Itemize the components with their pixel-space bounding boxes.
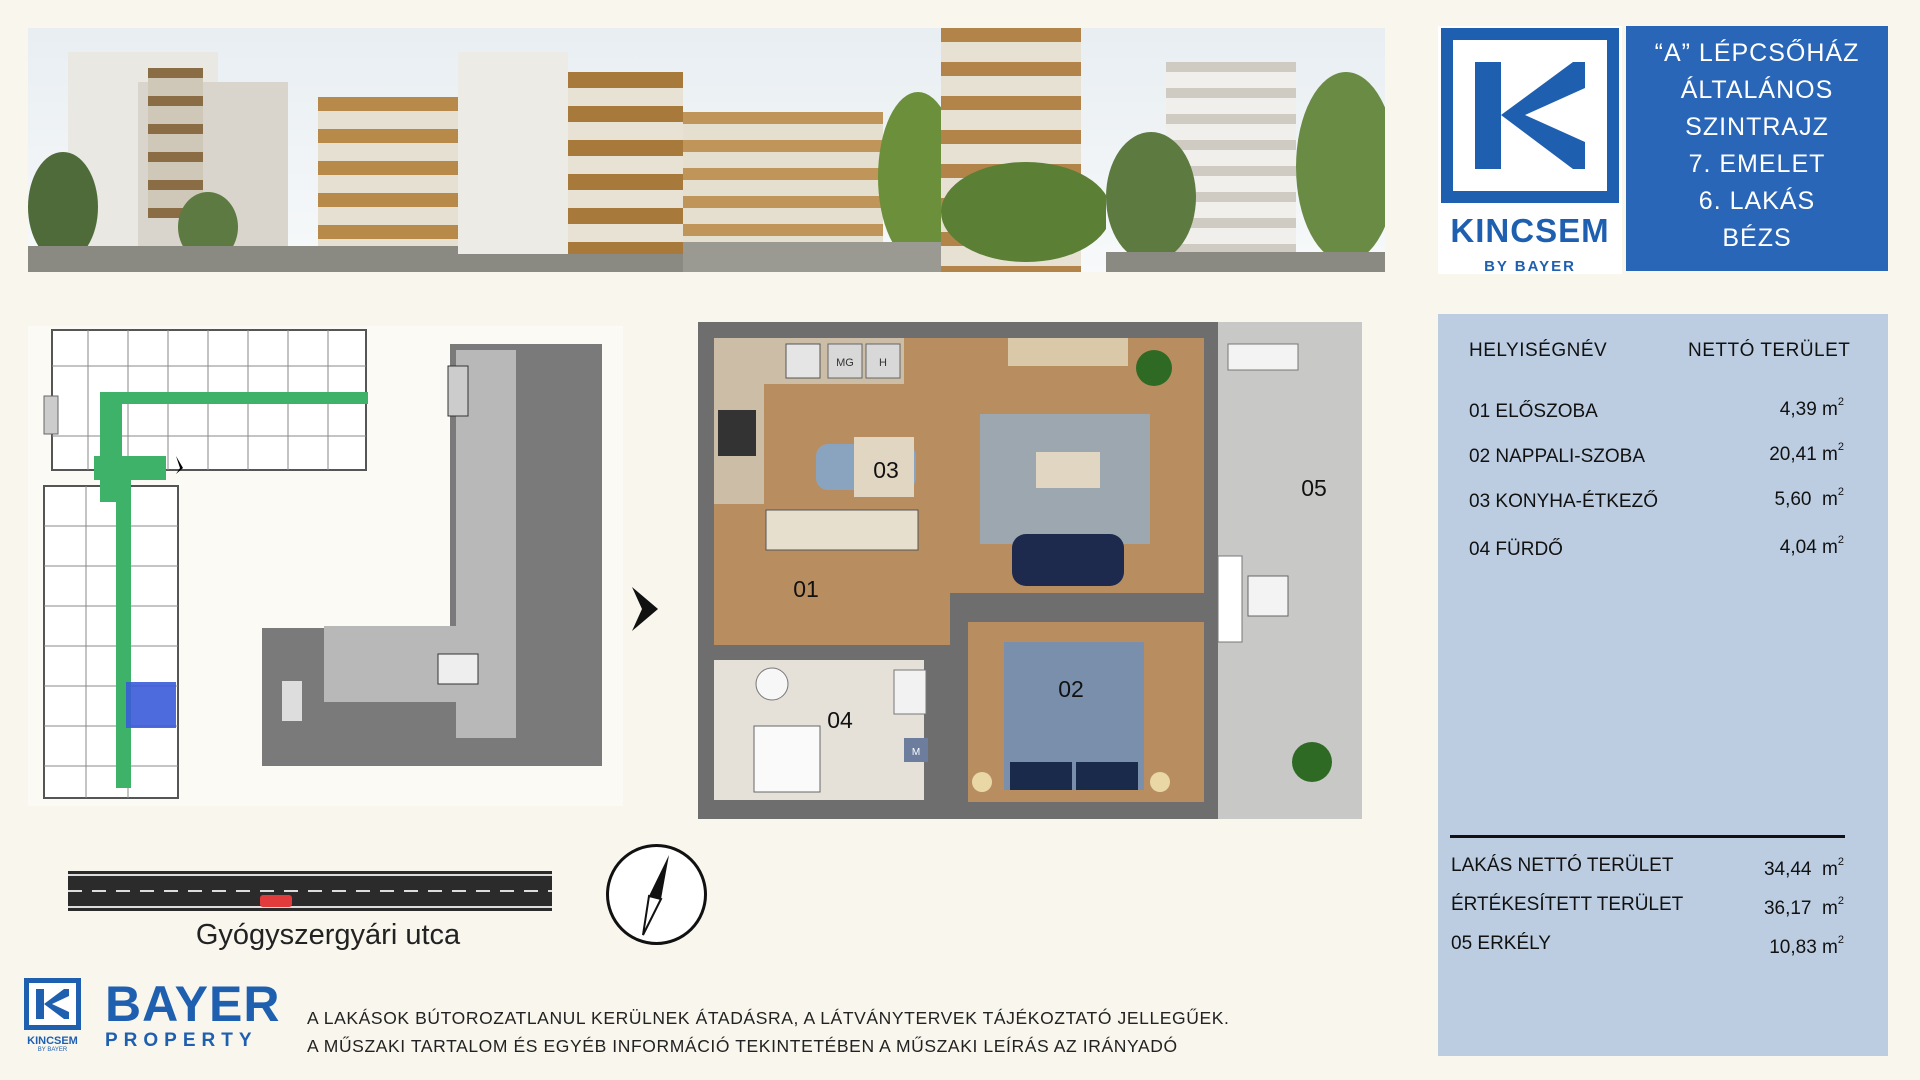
bayer-property-logo bbox=[105, 976, 281, 1052]
rendering-image-5 bbox=[941, 28, 1106, 272]
total-name: 05 ERKÉLY bbox=[1451, 933, 1551, 954]
disclaimer-text bbox=[307, 1004, 1230, 1060]
street-name: Gyógyszergyári utca bbox=[195, 919, 461, 951]
fixture-label-m: M bbox=[911, 747, 921, 758]
room-area: 4,04 $m^2$ bbox=[1779, 534, 1844, 558]
bayer-wordmark: BAYER bbox=[105, 976, 281, 1032]
room-label-04: 04 bbox=[827, 707, 853, 733]
rendering-image-1 bbox=[28, 28, 318, 272]
room-name: 04 FÜRDŐ bbox=[1469, 539, 1563, 560]
apartment-header bbox=[1626, 26, 1888, 271]
disclaimer-line-1: A LAKÁSOK BÚTOROZATLANUL KERÜLNEK ÁTADÁSRA, A LÁTVÁNYTERVEK TÁJÉKOZTATÓ JELLEGŰEK. bbox=[307, 1008, 1230, 1028]
north-compass-icon bbox=[605, 843, 708, 946]
street-graphic bbox=[68, 871, 552, 911]
table-divider bbox=[1450, 835, 1845, 838]
total-name: LAKÁS NETTÓ TERÜLET bbox=[1451, 855, 1674, 876]
disclaimer-line-2: A MŰSZAKI TARTALOM ÉS EGYÉB INFORMÁCIÓ TEKINTETÉBEN A MŰSZAKI LEÍRÁS AZ IRÁNYADÓ bbox=[307, 1036, 1178, 1056]
kincsem-k-icon bbox=[1441, 28, 1619, 203]
total-area: 36,17 $m^2$ bbox=[1763, 895, 1844, 919]
kincsem-small-logo bbox=[24, 978, 81, 1053]
room-area: 20,41 $m^2$ bbox=[1769, 441, 1844, 465]
apartment-floor-plan bbox=[698, 322, 1362, 819]
pointer-arrow-icon bbox=[628, 585, 662, 633]
room-name: 01 ELŐSZOBA bbox=[1469, 401, 1598, 422]
rendering-image-3 bbox=[458, 28, 683, 272]
total-area: 34,44 $m^2$ bbox=[1763, 856, 1844, 880]
room-label-01: 01 bbox=[793, 576, 819, 602]
kincsem-wordmark: KINCSEM bbox=[1450, 212, 1610, 249]
rendering-image-4 bbox=[683, 28, 941, 272]
room-area: 4,39 $m^2$ bbox=[1779, 396, 1844, 420]
room-area: 5,60 $m^2$ bbox=[1774, 486, 1844, 510]
building-renderings-strip bbox=[28, 28, 1385, 272]
header-line: SZINTRAJZ bbox=[1685, 113, 1829, 141]
fixture-label-mg: MG bbox=[836, 357, 854, 369]
rendering-image-6 bbox=[1106, 28, 1385, 272]
header-line: BÉZS bbox=[1722, 224, 1792, 252]
header-line: 6. LAKÁS bbox=[1698, 187, 1816, 215]
rendering-image-2 bbox=[318, 28, 458, 272]
header-line: “A” LÉPCSŐHÁZ bbox=[1654, 39, 1860, 67]
small-logo-by: BY BAYER bbox=[37, 1047, 68, 1053]
room-name: 02 NAPPALI-SZOBA bbox=[1469, 446, 1645, 467]
total-area: 10,83 $m^2$ bbox=[1769, 934, 1844, 958]
by-bayer-tagline: BY BAYER bbox=[1484, 258, 1576, 275]
room-name: 03 KONYHA-ÉTKEZŐ bbox=[1469, 491, 1658, 512]
small-logo-word: KINCSEM bbox=[27, 1035, 78, 1047]
room-label-02: 02 bbox=[1058, 676, 1084, 702]
room-label-05: 05 bbox=[1301, 475, 1327, 501]
column-header-net-area: NETTÓ TERÜLET bbox=[1688, 340, 1851, 361]
room-label-03: 03 bbox=[873, 457, 899, 483]
site-plan bbox=[28, 326, 623, 806]
total-name: ÉRTÉKESÍTETT TERÜLET bbox=[1451, 894, 1684, 915]
column-header-room-name: HELYISÉGNÉV bbox=[1469, 340, 1608, 361]
property-wordmark: PROPERTY bbox=[105, 1030, 258, 1051]
header-line: ÁLTALÁNOS bbox=[1680, 76, 1834, 104]
header-line: 7. EMELET bbox=[1688, 150, 1826, 178]
fixture-label-h: H bbox=[879, 357, 887, 369]
